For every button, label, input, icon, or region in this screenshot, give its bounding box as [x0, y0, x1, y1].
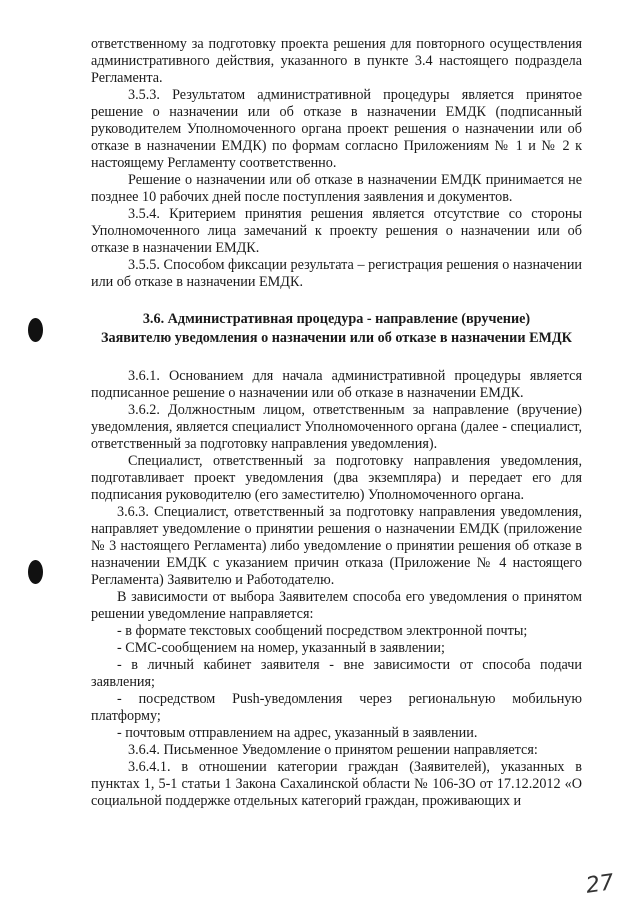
paragraph: 3.5.4. Критерием принятия решения является отсутствие со стороны Уполномоченного лица замечаний к проекту решения о назначении или об отказе в назначении ЕМДК.: [91, 206, 582, 256]
section-heading-line2: Заявителю уведомления о назначении или об отказе в назначении ЕМДК: [101, 330, 572, 346]
paragraph: 3.5.5. Способом фиксации результата – регистрация решения о назначении или об отказе в назначении ЕМДК.: [91, 257, 582, 290]
list-item: - в личный кабинет заявителя - вне зависимости от способа подачи заявления;: [91, 657, 582, 690]
punch-hole-top: [28, 318, 43, 342]
section-heading-line1: 3.6. Административная процедура - направление (вручение): [142, 311, 531, 327]
section-heading: [91, 310, 582, 348]
paragraph: 3.6.4. Письменное Уведомление о принятом решении направляется:: [128, 742, 538, 758]
list-item: - посредством Push-уведомления через региональную мобильную платформу;: [91, 691, 582, 724]
list-item: - почтовым отправлением на адрес, указанный в заявлении.: [117, 725, 478, 741]
paragraph: ответственному за подготовку проекта решения для повторного осуществления административного действия, указанного в пункте 3.4 настоящего подраздела Регламента.: [91, 36, 582, 86]
list-item: - СМС-сообщением на номер, указанный в заявлении;: [117, 640, 445, 656]
list-item: - в формате текстовых сообщений посредством электронной почты;: [117, 623, 528, 639]
paragraph: Решение о назначении или об отказе в назначении ЕМДК принимается не позднее 10 рабочих дней после поступления заявления и документов.: [91, 172, 582, 205]
paragraph: Специалист, ответственный за подготовку направления уведомления, подготавливает проект уведомления (два экземпляра) и передает его для подписания руководителю (его заместителю) Уполномоченного органа.: [91, 453, 582, 503]
page-number: 27: [584, 870, 616, 899]
paragraph: 3.5.3. Результатом административной процедуры является принятое решение о назначении или об отказе в назначении ЕМДК (подписанный руководителем Уполномоченного органа проект решения о назначении или об отказе в назначении ЕМДК) по формам согласно Приложениям № 1 и № 2 к настоящему Регламенту соответственно.: [91, 87, 582, 171]
punch-hole-bottom: [28, 560, 43, 584]
paragraph: 3.6.4.1. в отношении категории граждан (Заявителей), указанных в пунктах 1, 5-1 статьи 1 Закона Сахалинской области № 106-ЗО от 17.12.2012 «О социальной поддержке отдельных категорий граждан, проживающих и: [91, 759, 582, 809]
document-body: [91, 36, 582, 810]
paragraph: 3.6.3. Специалист, ответственный за подготовку направления уведомления, направляет уведомление о принятии решения о назначении ЕМДК (приложение № 3 настоящего Регламента) либо уведомление о принятии решения об отказе в назначении ЕМДК с указанием причин отказа (Приложение № 4 настоящего Регламента) Заявителю и Работодателю.: [91, 504, 582, 588]
paragraph: 3.6.2. Должностным лицом, ответственным за направление (вручение) уведомления, является специалист Уполномоченного органа (далее - специалист, ответственный за подготовку направления уведомления).: [91, 402, 582, 452]
paragraph: В зависимости от выбора Заявителем способа его уведомления о принятом решении уведомление направляется:: [91, 589, 582, 622]
paragraph: 3.6.1. Основанием для начала административной процедуры является подписанное решение о назначении или об отказе в назначении ЕМДК.: [91, 368, 582, 401]
